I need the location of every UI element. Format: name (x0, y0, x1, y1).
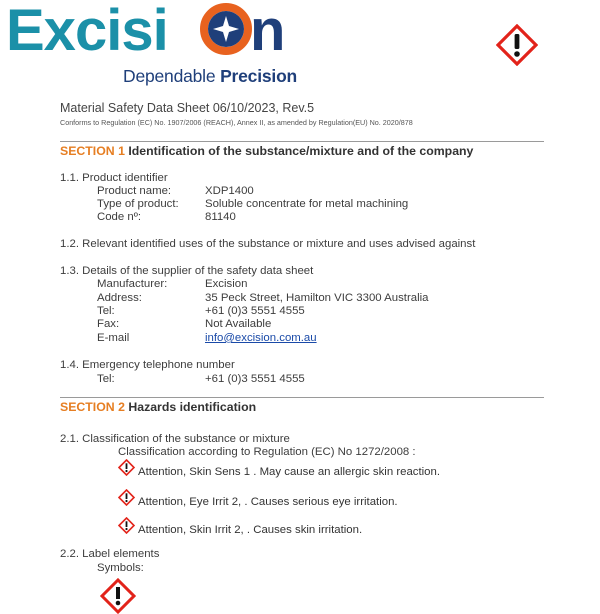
product-type-value: Soluble concentrate for metal machining (205, 198, 409, 210)
address-value: 35 Peck Street, Hamilton VIC 3300 Australia (205, 292, 429, 304)
field-label: Manufacturer: (97, 278, 168, 290)
conformity-note: Conforms to Regulation (EC) No. 1907/2006 (REACH), Annex II, as amended by Regulation(EU) No. 2020/878 (60, 118, 413, 127)
symbols-label: Symbols: (97, 562, 144, 574)
subsection-2-2-heading: 2.2. Label elements (60, 548, 160, 560)
field-label: Fax: (97, 318, 120, 330)
section-title: Hazards identification (128, 400, 257, 414)
field-label: E-mail (97, 332, 130, 344)
field-label: Tel: (97, 305, 115, 317)
field-label: Address: (97, 292, 142, 304)
field-label: Type of product: (97, 198, 179, 210)
warning-text: Attention, Skin Irrit 2, . Causes skin irritation. (138, 523, 363, 536)
document-title: Material Safety Data Sheet 06/10/2023, Rev.5 (60, 101, 315, 115)
subsection-1-1-heading: 1.1. Product identifier (60, 172, 168, 184)
logo-word-part2: n (250, 0, 286, 60)
ghs-exclamation-icon (496, 24, 538, 66)
warning-text: Attention, Eye Irrit 2, . Causes serious eye irritation. (138, 495, 398, 508)
tagline-regular: Dependable (123, 66, 221, 86)
logo-word-part1: Excisi (6, 0, 168, 60)
tel-value: +61 (0)3 5551 4555 (205, 305, 305, 317)
hazard-warning (118, 493, 398, 510)
product-name-value: XDP1400 (205, 185, 254, 197)
section-title: Identification of the substance/mixture and of the company (128, 144, 474, 158)
classification-subheading: Classification according to Regulation (EC) No 1272/2008 : (118, 446, 416, 458)
ghs-exclamation-small-icon (118, 517, 135, 534)
warning-text: Attention, Skin Sens 1 . May cause an allergic skin reaction. (138, 465, 441, 478)
manufacturer-value: Excision (205, 278, 248, 290)
email-link[interactable]: info@excision.com.au (205, 332, 317, 344)
ghs-exclamation-small-icon (118, 459, 135, 476)
section-2-heading (60, 397, 544, 414)
ghs-exclamation-small-icon (118, 489, 135, 506)
field-label: Product name: (97, 185, 172, 197)
tagline-bold: Precision (220, 66, 298, 86)
field-label: Tel: (97, 373, 115, 385)
subsection-1-4-heading: 1.4. Emergency telephone number (60, 359, 235, 371)
field-label: Code nº: (97, 211, 142, 223)
logo-tagline (123, 66, 297, 87)
excision-logo (6, 0, 296, 60)
product-code-value: 81140 (205, 211, 236, 223)
section-1-heading (60, 141, 544, 158)
hazard-warning (118, 463, 440, 480)
section-number: SECTION 2 (60, 400, 125, 414)
ghs-exclamation-icon (100, 578, 136, 614)
subsection-1-2-heading: 1.2. Relevant identified uses of the substance or mixture and uses advised against (60, 238, 476, 250)
emergency-tel-value: +61 (0)3 5551 4555 (205, 373, 305, 385)
section-number: SECTION 1 (60, 144, 125, 158)
subsection-1-3-heading: 1.3. Details of the supplier of the safety data sheet (60, 265, 314, 277)
logo-target-icon (204, 7, 248, 51)
subsection-2-1-heading: 2.1. Classification of the substance or mixture (60, 433, 290, 445)
hazard-warning (118, 521, 362, 538)
fax-value: Not Available (205, 318, 272, 330)
